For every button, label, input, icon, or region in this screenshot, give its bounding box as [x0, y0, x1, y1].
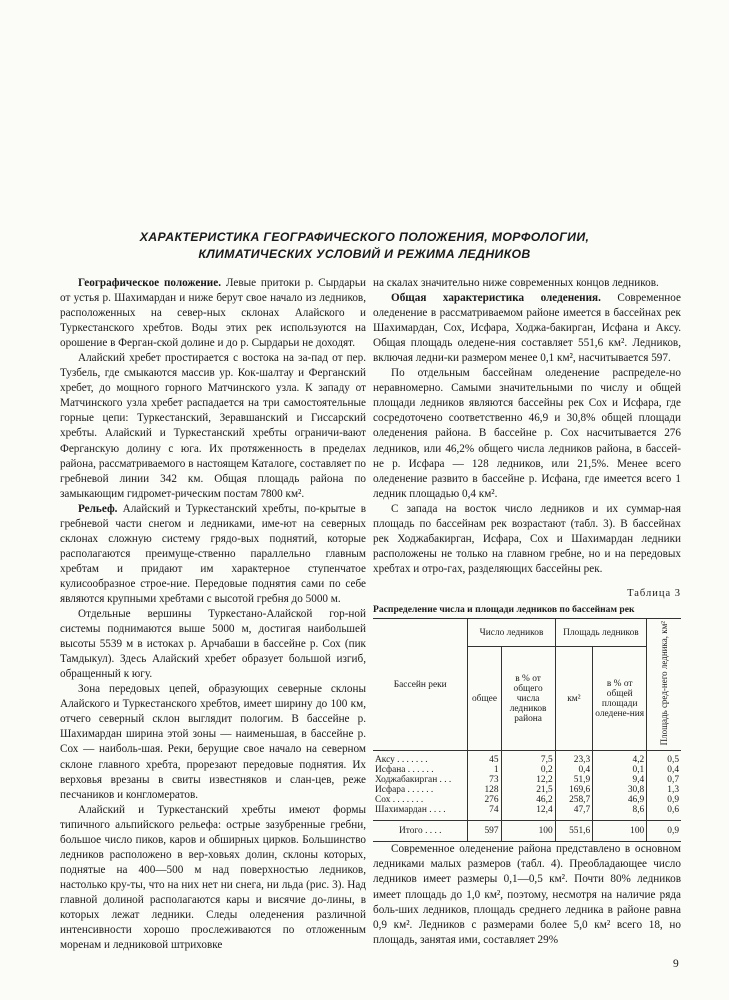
header-glacier-count: Число ледников: [468, 618, 555, 646]
glacier-area: 169,6: [555, 785, 593, 795]
paragraph-basin-distribution: По отдельным бассейнам оледенение распределе-но неравномерно. Самыми значительными по числу и общей площади ледников являются бассейны рек Сох и Исфара, где сосредоточено соответственно 46,9 и 30,8% общей площади оледенения района. В бассейне р. Сох насчитывается 276 ледников, или 46,2% общего числа ледников района, в бассей-не р. Исфара — 128 ледников, или 21,5%. Менее всего оледенение развито в бассейне р. Исфана, где имеется всего 1 ледник площадью 0,4 км².: [373, 367, 681, 500]
basin-name: Шахимардан . . . .: [373, 805, 468, 821]
paragraph-lead: Географическое положение.: [78, 277, 222, 289]
paragraph-alpine-relief: Алайский и Туркестанский хребты имеют формы типичного альпийского рельефа: острые зазубренные гребни, большое число пиков, каров и обширных цирков. Большинство ледников расположено в вер-ховьях долин, склоны которых, поднятые на 400—500 м над поверхностью ледников, настолько кру-ты, что на них нет ни снега, ни льда (рис. 3). Над главной долиной располагаются кары и висячие до-лины, в которых лежат ледники. Следы оледенения различной интенсивности хорошо прослеживаются по отложенным моренам и ледниковой штриховке: [60, 803, 366, 952]
paragraph-relief: [60, 502, 366, 607]
left-column: [60, 276, 366, 953]
paragraph-general-glaciation: [373, 291, 681, 366]
header-km2: км²: [555, 647, 593, 751]
total-area-pct: 100: [593, 821, 647, 842]
total-label: Итого . . . .: [373, 821, 468, 842]
mean-glacier-area: 0,6: [647, 805, 681, 821]
header-pct-area: в % от общей площади оледене-ния: [593, 647, 647, 751]
mean-glacier-area: 1,3: [647, 785, 681, 795]
header-pct-count: в % от общего числа ледников района: [501, 647, 555, 751]
paragraph-continuation: на скалах значительно ниже современных концов ледников.: [373, 277, 659, 289]
right-column: [373, 276, 681, 948]
table-row: [373, 785, 681, 795]
mean-glacier-area: 0,7: [647, 775, 681, 785]
header-glacier-area: Площадь ледников: [555, 618, 647, 646]
glacier-count-pct: 12,4: [501, 805, 555, 821]
paragraph-lead: Общая характеристика оледенения.: [391, 292, 601, 305]
glacier-count: 74: [468, 805, 501, 821]
header-mean-area-text: Площадь сред-него ледника, км²: [659, 620, 670, 746]
paragraph-front-ranges: Зона передовых цепей, образующих северные склоны Алайского и Туркестанского хребтов, имеет ширину до 100 км, отчего северный склон выглядит пологим. В бассейне р. Шахимардан ширина этой зоны — наименьшая, в бассейне р. Сох — наиболь-шая. Реки, берущие свое начало на северном склоне главного хребта, прорезают передовые поднятия. Их верховья врезаны в свиты известняков и слан-цев, реже песчаников и конгломератов.: [60, 683, 366, 801]
glacier-count: 128: [468, 785, 501, 795]
paragraph-geographic-position: [60, 276, 366, 351]
paragraph-lead: Рельеф.: [78, 502, 118, 515]
glacier-area-pct: 9,4: [593, 775, 647, 785]
table-total-row: [373, 821, 681, 842]
paragraph-text: Современное оледенение в рассматриваемом районе имеется в бассейнах рек Шахимардан, Сох, Исфара, Ходжа-бакирган, Исфана и Аксу. Общая площадь оледене-ния составляет 551,6 км². Ледников, включая ледни-ки размером менее 0,1 км², насчитывается 597.: [373, 292, 681, 365]
glacier-area-pct: 30,8: [593, 785, 647, 795]
basin-name: Сох . . . . . . .: [373, 795, 468, 805]
glacier-area-pct: 4,2: [593, 751, 647, 766]
section-title: [90, 229, 639, 263]
glacier-count-pct: 7,5: [501, 751, 555, 766]
section-title-line-2: КЛИМАТИЧЕСКИХ УСЛОВИЙ И РЕЖИМА ЛЕДНИКОВ: [198, 247, 531, 261]
paragraph-small-glaciers: Современное оледенение района представлено в основном ледниками малых размеров (табл. 4). Преобладающее число ледников имеет размеры 0,1—0,5 км². Почти 80% ледников имеет площадь до 1,0 км², поэтому, несмотря на наличие ряда боль-ших ледников, площадь среднего ледника в районе равна 0,9 км². Ледников с размерами более 5,0 км² всего 18, но площадь, занятая ими, составляет 29%: [373, 843, 681, 946]
glacier-count: 1: [468, 765, 501, 775]
paragraph-summits: Отдельные вершины Туркестано-Алайской гор-ной системы поднимаются выше 5000 м, достигая наибольшей высоты 5539 м в истоках р. Арчабаши в бассейне р. Сох (пик Тамдыкул). Здесь Алайский хребет образует большой изгиб, обращенный к югу.: [60, 608, 366, 681]
basin-name: Исфана . . . . . .: [373, 765, 468, 775]
glacier-area: 23,3: [555, 751, 593, 766]
header-total-count: общее: [468, 647, 501, 751]
table-row: [373, 775, 681, 785]
glacier-count: 276: [468, 795, 501, 805]
glacier-count-pct: 46,2: [501, 795, 555, 805]
basin-name: Ходжабакирган . . .: [373, 775, 468, 785]
basin-name: Аксу . . . . . . .: [373, 751, 468, 766]
mean-glacier-area: 0,9: [647, 795, 681, 805]
paragraph-text: Алайский и Туркестанский хребты, по-крытые в гребневой части снегом и ледниками, име-ют на северных склонах сложную систему грядо-вых поднятий, которые располагаются преимуще-ственно параллельно главным хребтам и придают им характерное ступенчатое кулисообразное строе-ние. Передовые поднятия сами по себе являются крупными хребтами с высотой гребня до 5000 м.: [60, 502, 366, 605]
glacier-count-pct: 12,2: [501, 775, 555, 785]
glacier-count-pct: 0,2: [501, 765, 555, 775]
glacier-count: 45: [468, 751, 501, 766]
glacier-area-pct: 8,6: [593, 805, 647, 821]
paragraph-text: Левые притоки р. Сырдарьи от устья р. Шахимардан и ниже берут свое начало из ледников, расположенных на север-ных склонах Алайского и Туркестанского хребтов. Воды этих рек используются на орошение в Ферган-ской долине и до р. Сырдарьи не доходят.: [60, 277, 366, 350]
basin-name: Исфара . . . . . .: [373, 785, 468, 795]
glacier-area: 47,7: [555, 805, 593, 821]
paragraph-west-east: С запада на восток число ледников и их суммар-ная площадь по бассейнам рек возрастают (табл. 3). В бассейнах рек Ходжабакирган, Исфара, Сох и Шахимардан ледники расположены не только на главном гребне, но и на передовых хребтах и отро-гах, разделяющих бассейны рек.: [373, 502, 681, 575]
glacier-area: 51,9: [555, 775, 593, 785]
table-number: Таблица 3: [627, 587, 681, 599]
mean-glacier-area: 0,5: [647, 751, 681, 766]
paragraph-alay-ridge: Алайский хребет простирается с востока на за-пад от пер. Тузбель, где смыкаются массив ур. Кок-шалтау и Ферганский хребет, до мощного горного Матчинского узла. К западу от Матчинского узла хребет распадается на три самостоятельные горные цепи: Туркестанский, Зеравшанский и Гиссарский хребты. Алайский и Туркестанский хребты ограничи-вают Ферганскую долину с юга. Их протяженность в пределах района, рассматриваемого в настоящем Каталоге, составляет по гребневой линии 342 км. Общая площадь района по замыкающим гидромет-рическим постам 7800 км².: [60, 352, 366, 500]
glacier-area-pct: 46,9: [593, 795, 647, 805]
total-count: 597: [468, 821, 501, 842]
section-title-line-1: ХАРАКТЕРИСТИКА ГЕОГРАФИЧЕСКОГО ПОЛОЖЕНИЯ, МОРФОЛОГИИ,: [139, 230, 590, 244]
header-mean-area: [647, 618, 681, 750]
total-count-pct: 100: [501, 821, 555, 842]
header-basin: Бассейн реки: [373, 618, 468, 750]
glacier-distribution-table: [373, 618, 681, 842]
glacier-area: 0,4: [555, 765, 593, 775]
total-area: 551,6: [555, 821, 593, 842]
table-row: [373, 765, 681, 775]
glacier-count-pct: 21,5: [501, 785, 555, 795]
table-row: [373, 805, 681, 821]
glacier-area: 258,7: [555, 795, 593, 805]
page-number: 9: [673, 958, 679, 970]
glacier-area-pct: 0,1: [593, 765, 647, 775]
table-caption: Распределение числа и площади ледников по бассейнам рек: [373, 603, 635, 615]
mean-glacier-area: 0,4: [647, 765, 681, 775]
glacier-count: 73: [468, 775, 501, 785]
table-row: [373, 751, 681, 766]
table-row: [373, 795, 681, 805]
total-mean-area: 0,9: [647, 821, 681, 842]
